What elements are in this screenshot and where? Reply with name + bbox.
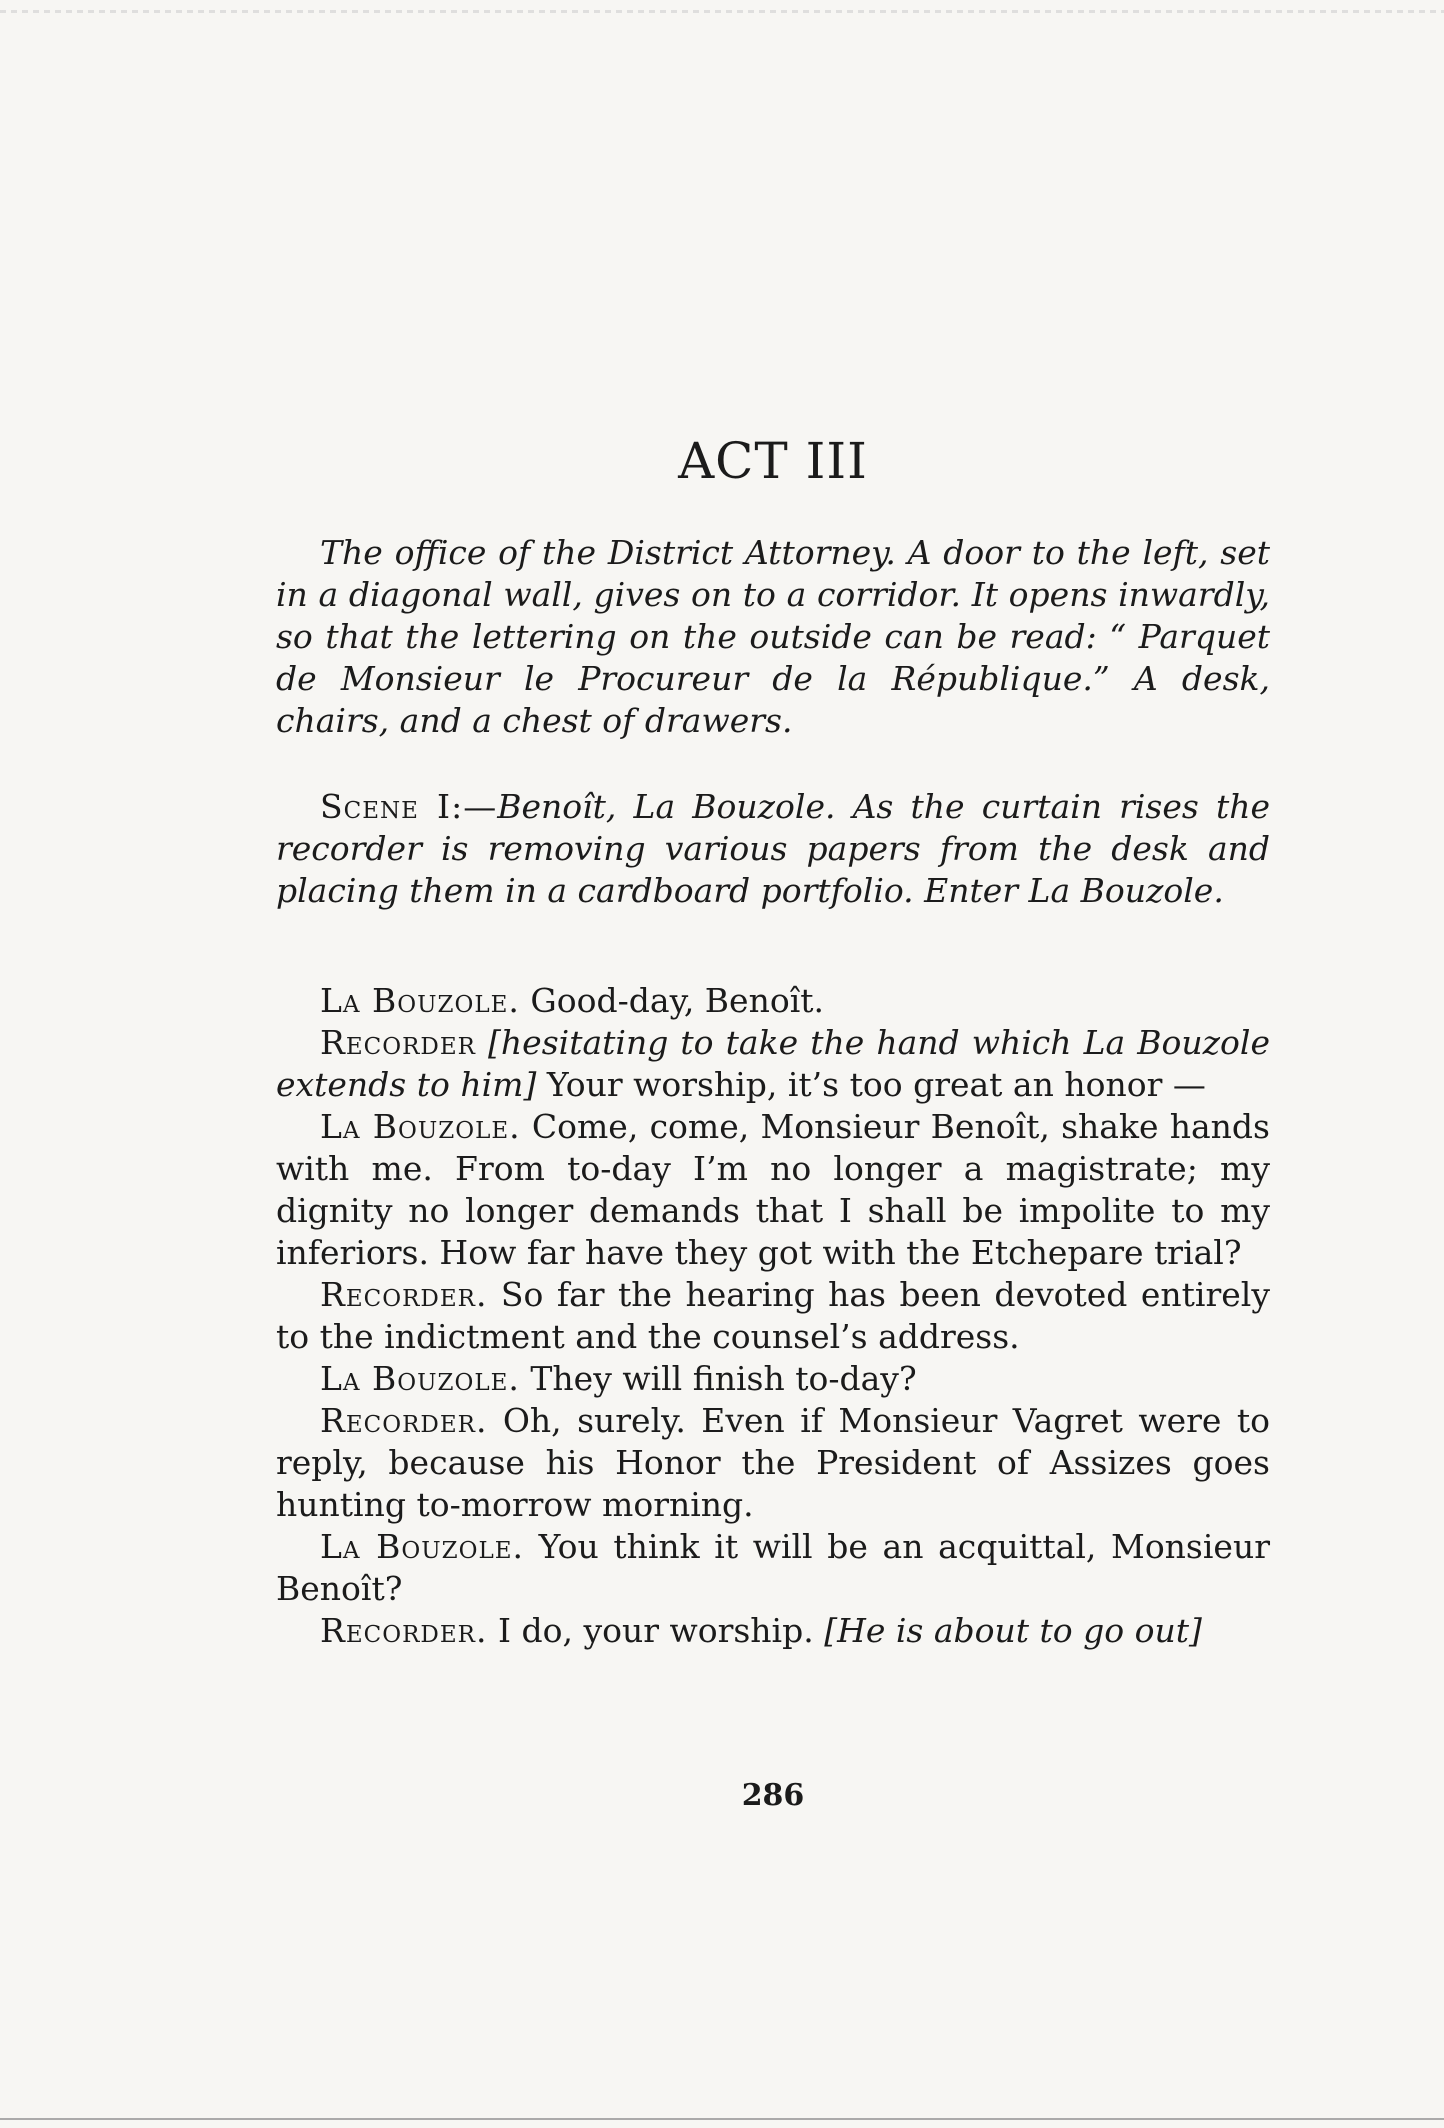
page-number: 286	[741, 1778, 805, 1813]
page-edge-top	[0, 10, 1444, 13]
speech-line: You think it will be an acquittal, Monsieur Benoît?	[276, 1527, 1270, 1608]
page-edge-bottom	[0, 2118, 1444, 2120]
speech	[276, 1358, 1270, 1400]
stage-direction: [hesitating to take the hand which La Bouzole extends to him]	[276, 1023, 1270, 1104]
scene-label: Scene I:—	[320, 787, 498, 826]
scene-direction: Benoît, La Bouzole. As the curtain rises the recorder is removing various papers from the desk and placing them in a cardboard portfolio. Enter La Bouzole.	[276, 787, 1270, 910]
speech	[276, 1400, 1270, 1526]
act-title: ACT III	[678, 432, 868, 490]
setting-description: The office of the District Attorney. A door to the left, set in a diagonal wall, gives on to a corridor. It opens inwardly, so that the lettering on the outside can be read: “ Parquet de Monsieur le Procureur de la République.” A desk, chairs, and a chest of drawers.	[276, 533, 1270, 740]
scene-heading	[276, 786, 1270, 912]
speech-line: They will finish to-day?	[519, 1359, 917, 1398]
speaker: Recorder.	[320, 1611, 488, 1650]
speech	[276, 1106, 1270, 1274]
speech-line: Good-day, Benoît.	[519, 981, 825, 1020]
speaker: La Bouzole.	[320, 1107, 521, 1146]
speech	[276, 980, 1270, 1022]
speaker: La Bouzole.	[320, 1359, 520, 1398]
speech	[276, 1022, 1270, 1106]
stage-direction: [He is about to go out]	[813, 1611, 1202, 1650]
speech-line: I do, your worship.	[487, 1611, 814, 1650]
speech	[276, 1610, 1270, 1652]
speaker: La Bouzole.	[320, 1527, 525, 1566]
speaker: Recorder	[320, 1023, 476, 1062]
speech-line: Your worship, it’s too great an honor —	[536, 1065, 1206, 1104]
speech	[276, 1274, 1270, 1358]
speaker: La Bouzole.	[320, 981, 520, 1020]
speaker: Recorder.	[320, 1275, 488, 1314]
speech-line: Oh, surely. Even if Monsieur Vagret were to reply, because his Honor the President of Assizes goes hunting to-morrow morning.	[276, 1401, 1270, 1524]
speech-line: So far the hearing has been devoted entirely to the indictment and the counsel’s address.	[276, 1275, 1270, 1356]
speech-line: Come, come, Monsieur Benoît, shake hands with me. From to-day I’m no longer a magistrate; my dignity no longer demands that I shall be impolite to my inferiors. How far have they got with the Etchepare trial?	[276, 1107, 1270, 1272]
dialogue	[276, 980, 1270, 1652]
speaker: Recorder.	[320, 1401, 488, 1440]
speech	[276, 1526, 1270, 1610]
